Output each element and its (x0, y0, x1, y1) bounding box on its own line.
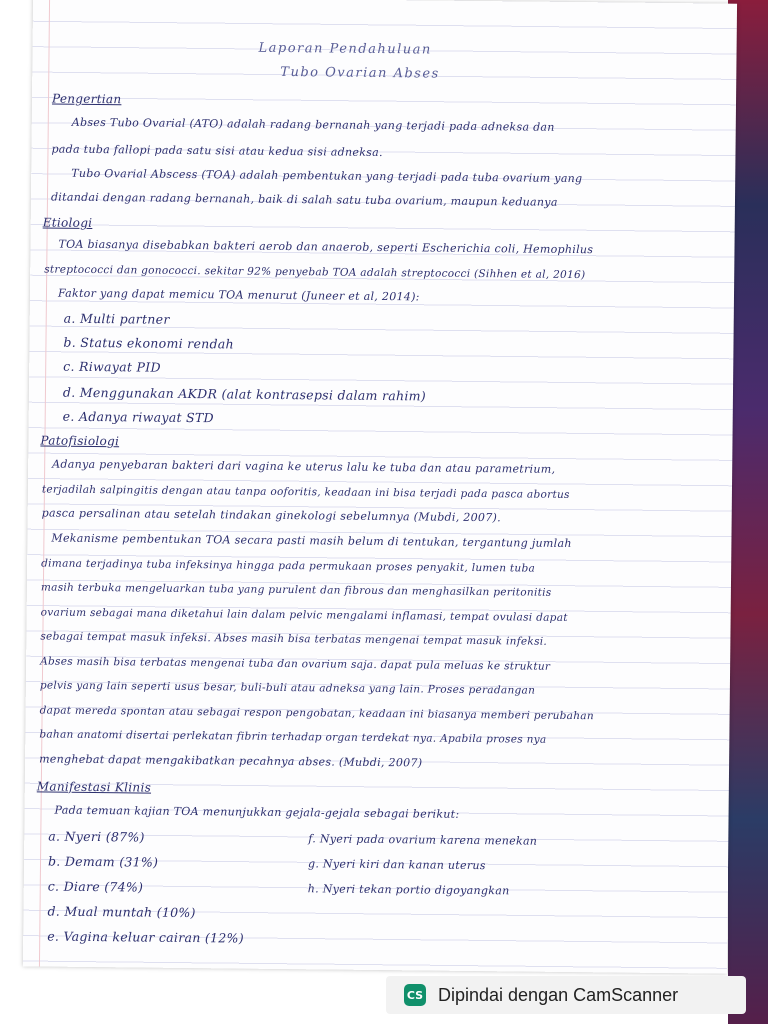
list-item: a. Nyeri (87%) (48, 828, 145, 845)
page-title-line-2: Tubo Ovarian Abses (280, 64, 440, 82)
notebook-page (23, 0, 737, 974)
text-line: pelvis yang lain seperti usus besar, buli-buli atau adneksa yang lain. Proses peradangan (39, 679, 536, 697)
text-line: Abses Tubo Ovarial (ATO) adalah radang bernanah yang terjadi pada adneksa dan (71, 115, 555, 134)
heading-patofisiologi: Patofisiologi (40, 433, 120, 449)
heading-etiologi: Etiologi (42, 215, 93, 230)
watermark-text: Dipindai dengan CamScanner (438, 984, 679, 1005)
list-item: d. Menggunakan AKDR (alat kontrasepsi dalam rahim) (62, 384, 427, 404)
list-item: g. Nyeri kiri dan kanan uterus (307, 857, 486, 873)
page-title-line-1: Laporan Pendahuluan (258, 40, 432, 58)
text-line: ditandai dengan radang bernanah, baik di salah satu tuba ovarium, maupun keduanya (50, 190, 558, 209)
text-line: terjadilah salpingitis dengan atau tanpa ooforitis, keadaan ini bisa terjadi pada pasca abortus (41, 483, 570, 501)
list-item: c. Diare (74%) (47, 878, 144, 895)
list-item: b. Demam (31%) (47, 853, 159, 870)
text-line: streptococci dan gonococci. sekitar 92% penyebab TOA adalah streptococci (Sihhen et al, 2016) (44, 263, 586, 282)
text-line: dapat mereda spontan atau sebagai respon pengobatan, keadaan ini biasanya memberi perubahan (39, 704, 595, 723)
heading-manifestasi-klinis: Manifestasi Klinis (36, 779, 152, 795)
text-line: Faktor yang dapat memicu TOA menurut (Juneer et al, 2014): (57, 286, 420, 304)
text-line: Adanya penyebaran bakteri dari vagina ke uterus lalu ke tuba dan atau parametrium, (52, 457, 556, 476)
text-line: Tubo Ovarial Abscess (TOA) adalah pembentukan yang terjadi pada tuba ovarium yang (71, 166, 583, 186)
text-line: pada tuba fallopi pada satu sisi atau kedua sisi adneksa. (51, 142, 383, 160)
text-line: masih terbuka mengeluarkan tuba yang purulent dan fibrous dan menghasilkan peritonitis (40, 581, 552, 599)
heading-pengertian: Pengertian (51, 91, 122, 107)
list-item: a. Multi partner (63, 310, 170, 327)
list-item: b. Status ekonomi rendah (63, 334, 235, 352)
text-line: Pada temuan kajian TOA menunjukkan gejala-gejala sebagai berikut: (54, 803, 460, 821)
list-item: f. Nyeri pada ovarium karena menekan (308, 832, 538, 848)
text-line: Mekanisme pembentukan TOA secara pasti masih belum di tentukan, tergantung jumlah (51, 531, 572, 551)
camscanner-logo-icon: CS (404, 984, 426, 1006)
list-item: c. Riwayat PID (63, 358, 161, 375)
text-line: TOA biasanya disebabkan bakteri aerob dan anaerob, seperti Escherichia coli, Hemophilus (58, 237, 594, 257)
text-line: menghebat dapat mengakibatkan pecahnya abses. (Mubdi, 2007) (39, 752, 423, 770)
list-item: e. Vagina keluar cairan (12%) (47, 928, 245, 946)
text-line: dimana terjadinya tuba infeksinya hingga pada permukaan proses penyakit, lumen tuba (41, 557, 536, 575)
list-item: e. Adanya riwayat STD (62, 408, 215, 426)
text-line: Abses masih bisa terbatas mengenai tuba dan ovarium saja. dapat pula meluas ke struktur (40, 655, 551, 673)
list-item: d. Mual muntah (10%) (47, 903, 196, 921)
text-line: ovarium sebagai mana diketahui lain dalam pelvic mengalami inflamasi, tempat ovulasi dapat (40, 606, 568, 624)
list-item: h. Nyeri tekan portio digoyangkan (307, 882, 510, 898)
camscanner-watermark (386, 976, 746, 1014)
text-line: pasca persalinan atau setelah tindakan ginekologi sebelumnya (Mubdi, 2007). (41, 506, 502, 525)
text-line: bahan anatomi disertai perlekatan fibrin terhadap organ terdekat nya. Apabila proses nya (39, 728, 547, 746)
text-line: sebagai tempat masuk infeksi. Abses masih bisa terbatas mengenai tempat masuk infeksi. (40, 630, 548, 648)
